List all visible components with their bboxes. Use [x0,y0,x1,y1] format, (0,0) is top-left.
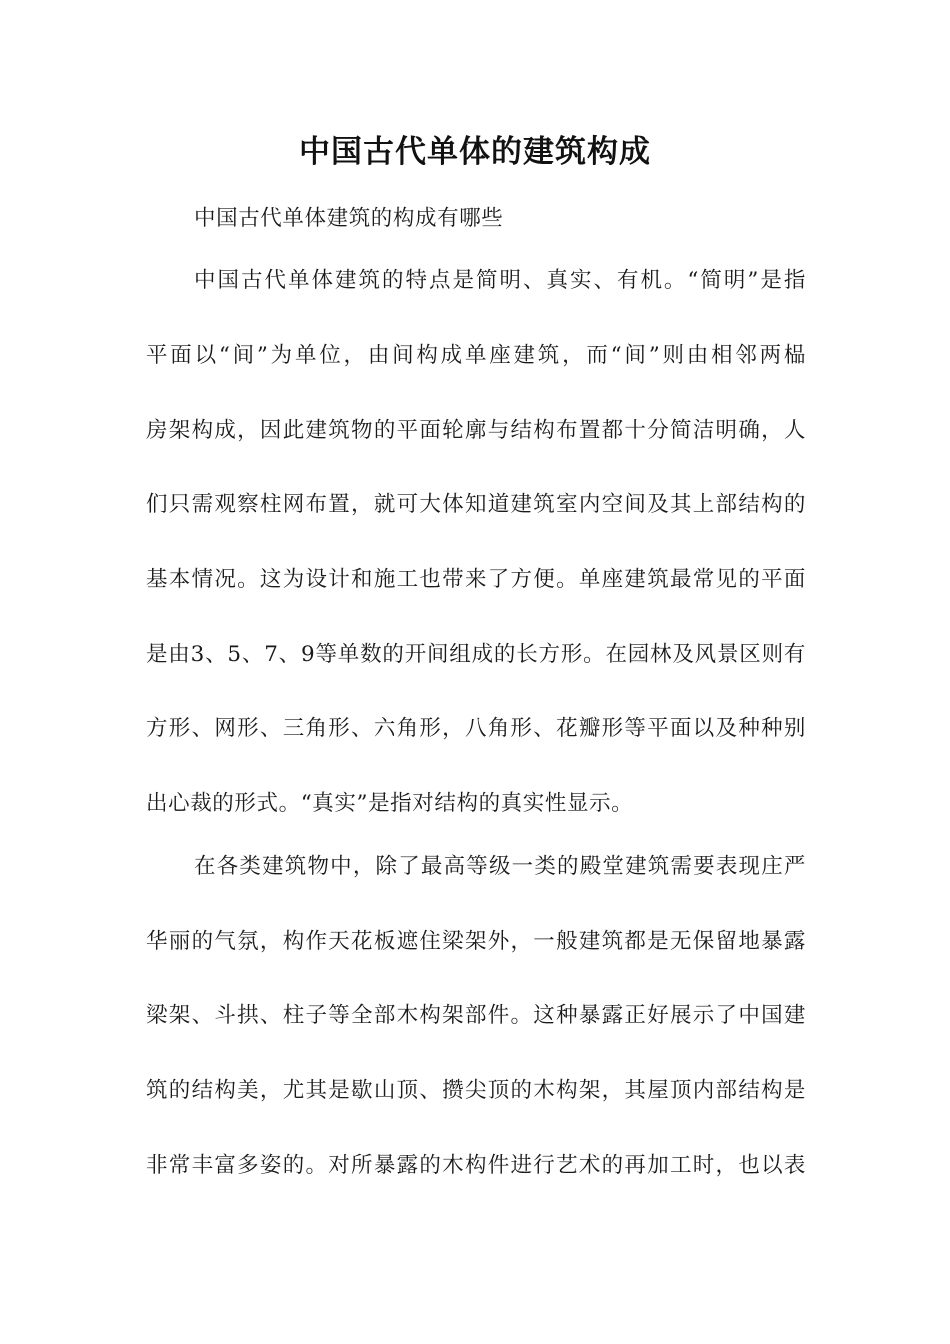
paragraph-1-line-3: 房架构成，因此建筑物的平面轮廓与结构布置都十分简洁明确，人 [146,418,806,443]
paragraph-1-line-2: 平面以“间”为单位，由间构成单座建筑，而“间”则由相邻两榀 [146,343,806,368]
paragraph-1-line-6: 是由3、5、7、9等单数的开间组成的长方形。在园林及风景区则有 [146,642,806,667]
paragraph-2-line-1: 在各类建筑物中，除了最高等级一类的殿堂建筑需要表现庄严 [194,854,806,879]
paragraph-2-line-5: 非常丰富多姿的。对所暴露的木构件进行艺术的再加工时，也以表 [146,1153,806,1178]
paragraph-1-line-1: 中国古代单体建筑的特点是简明、真实、有机。“简明”是指 [194,268,806,293]
paragraph-1-line-8: 出心裁的形式。“真实”是指对结构的真实性显示。 [146,791,634,816]
document-title: 中国古代单体的建筑构成 [299,134,651,170]
paragraph-1-line-5: 基本情况。这为设计和施工也带来了方便。单座建筑最常见的平面 [146,567,806,592]
subtitle-line: 中国古代单体建筑的构成有哪些 [194,206,504,231]
paragraph-2-line-3: 梁架、斗拱、柱子等全部木构架部件。这种暴露正好展示了中国建 [146,1003,806,1028]
paragraph-1-line-7: 方形、网形、三角形、六角形，八角形、花瓣形等平面以及种种别 [146,716,806,741]
paragraph-2-line-2: 华丽的气氛，构作天花板遮住梁架外，一般建筑都是无保留地暴露 [146,929,806,954]
paragraph-1-line-4: 们只需观察柱网布置，就可大体知道建筑室内空间及其上部结构的 [146,492,806,517]
paragraph-2-line-4: 筑的结构美，尤其是歇山顶、攒尖顶的木构架，其屋顶内部结构是 [146,1078,806,1103]
